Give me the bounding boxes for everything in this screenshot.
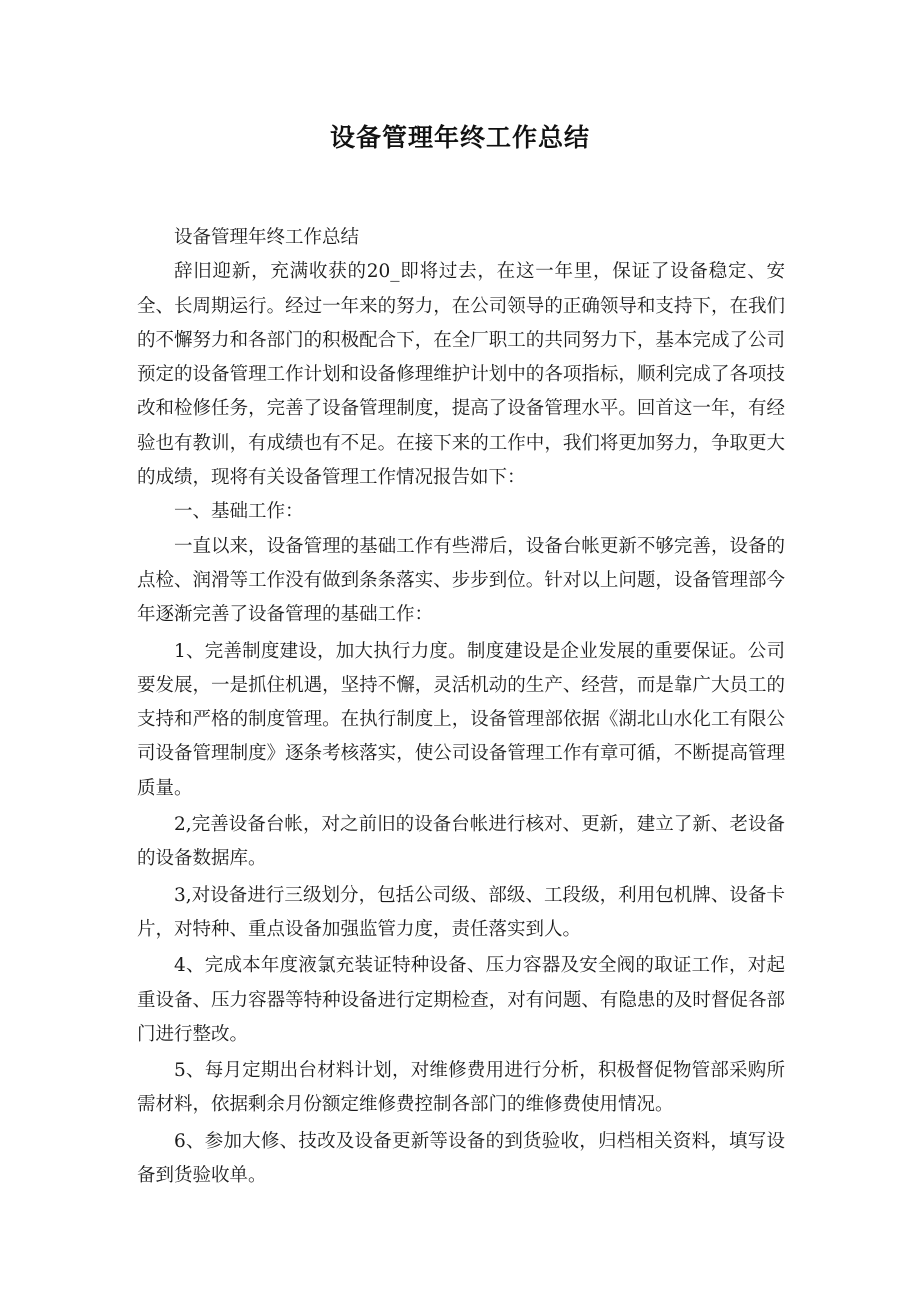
document-body	[137, 221, 785, 1193]
section-heading: 一、基础工作：	[174, 501, 304, 523]
paragraph-subtitle: 设备管理年终工作总结	[174, 227, 360, 248]
document-title: 设备管理年终工作总结	[329, 123, 590, 152]
paragraph-overview: 一直以来，设备管理的基础工作有些滞后，设备台帐更新不够完善，设备的点检、润滑等工作没有做到条条落实、步步到位。针对以上问题，设备管理部今年逐渐完善了设备管理的基础工作：	[137, 535, 785, 626]
paragraph-item-3: 3,对设备进行三级划分，包括公司级、部级、工段级，利用包机牌、设备卡片，对特种、重点设备加强监管力度，责任落实到人。	[137, 884, 785, 940]
paragraph-item-4: 4、完成本年度液氯充装证特种设备、压力容器及安全阀的取证工作，对起重设备、压力容器等特种设备进行定期检查，对有问题、有隐患的及时督促各部门进行整改。	[137, 955, 785, 1045]
paragraph-item-2: 2,完善设备台帐，对之前旧的设备台帐进行核对、更新，建立了新、老设备的设备数据库。	[137, 814, 785, 870]
paragraph-item-1: 1、完善制度建设，加大执行力度。制度建设是企业发展的重要保证。公司要发展，一是抓住机遇，坚持不懈，灵活机动的生产、经营，而是靠广大员工的支持和严格的制度管理。在执行制度上，设备管理部依据《湖北山水化工有限公司设备管理制度》逐条考核落实，使公司设备管理工作有章可循，不断提高管理质量。	[137, 640, 785, 799]
paragraph-item-6: 6、参加大修、技改及设备更新等设备的到货验收，归档相关资料，填写设备到货验收单。	[137, 1130, 785, 1187]
paragraph-intro: 辞旧迎新，充满收获的20_即将过去，在这一年里，保证了设备稳定、安全、长周期运行。经过一年来的努力，在公司领导的正确领导和支持下，在我们的不懈努力和各部门的积极配合下，在全厂职工的共同努力下，基本完成了公司预定的设备管理工作计划和设备修理维护计划中的各项指标，顺利完成了各项技改和检修任务，完善了设备管理制度，提高了设备管理水平。回首这一年，有经验也有教训，有成绩也有不足。在接下来的工作中，我们将更加努力，争取更大的成绩，现将有关设备管理工作情况报告如下：	[137, 261, 785, 489]
paragraph-item-5: 5、每月定期出台材料计划，对维修费用进行分析，积极督促物管部采购所需材料，依据剩余月份额定维修费控制各部门的维修费使用情况。	[137, 1060, 785, 1116]
